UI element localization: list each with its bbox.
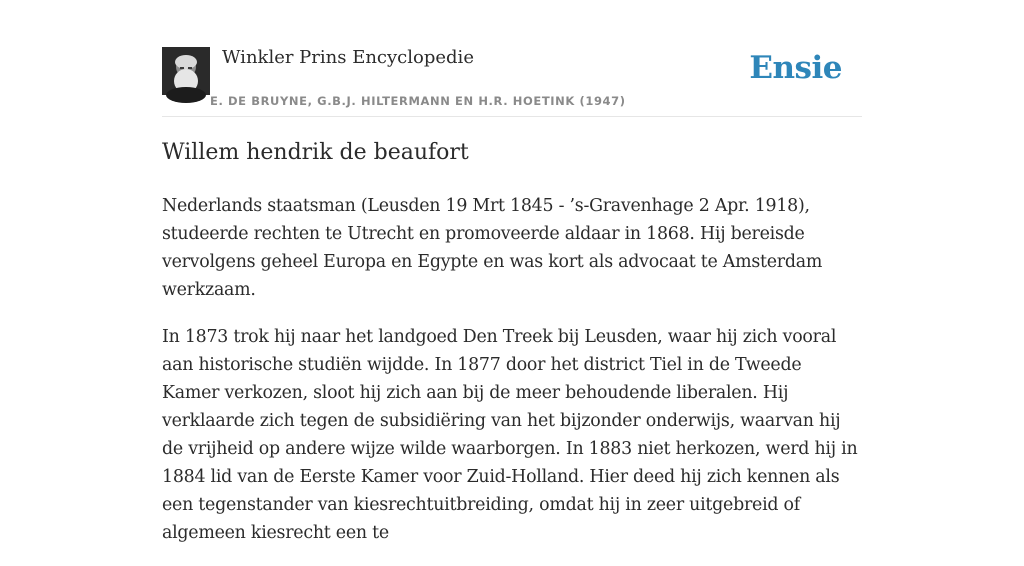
article-paragraph: Nederlands staatsman (Leusden 19 Mrt 1845 - ’s-Gravenhage 2 Apr. 1918), studeerde rechten te Utrecht en promoveerde aldaar in 1868. Hij bereisde vervolgens geheel Europa en Egypte en was kort als advocaat te Amsterdam werkzaam. — [162, 196, 823, 300]
article-page — [162, 0, 862, 543]
article-title: Willem hendrik de beaufort — [162, 140, 469, 165]
author-avatar[interactable] — [162, 47, 210, 95]
source-header — [162, 0, 862, 117]
ensie-logo-link[interactable]: Ensie — [749, 50, 842, 86]
source-title-link[interactable]: Winkler Prins Encyclopedie — [222, 47, 474, 68]
author-portrait-icon — [162, 47, 210, 95]
article-body — [162, 192, 862, 566]
article-paragraph: In 1873 trok hij naar het landgoed Den Treek bij Leusden, waar hij zich vooral aan historische studiën wijdde. In 1877 door het district Tiel in de Tweede Kamer verkozen, sloot hij zich aan bij de meer behoudende liberalen. Hij verklaarde zich tegen de subsidiëring van het bijzonder onderwijs, waarvan hij de vrijheid op andere wijze wilde waarborgen. In 1883 niet herkozen, werd hij in 1884 lid van de Eerste Kamer voor Zuid-Holland. Hier deed hij zich kennen als een tegenstander van kiesrechtuitbreiding, omdat hij in zeer uitgebreid of algemeen kiesrecht een te — [162, 327, 858, 543]
source-authors: E. DE BRUYNE, G.B.J. HILTERMANN EN H.R. HOETINK (1947) — [210, 94, 626, 108]
